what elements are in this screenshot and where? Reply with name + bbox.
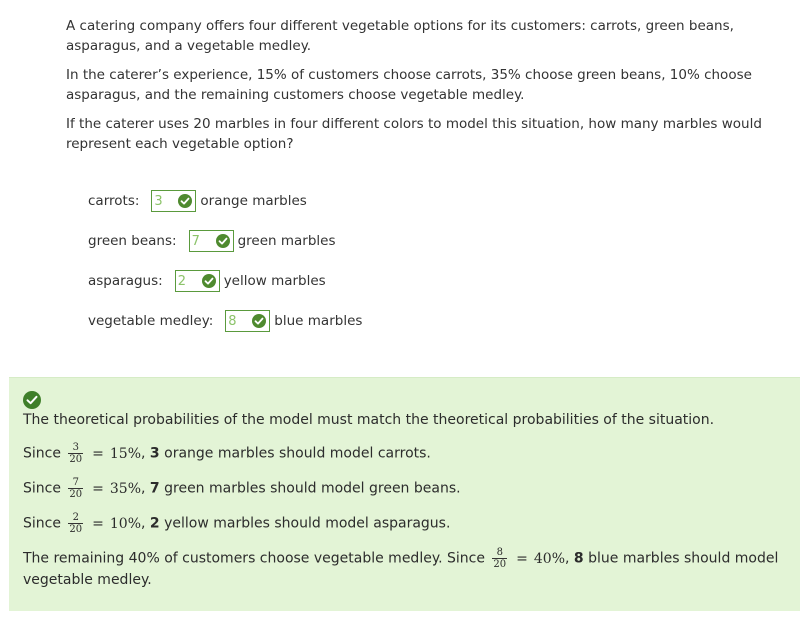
answer-row-carrots <box>88 189 307 213</box>
answer-input-carrots[interactable] <box>151 190 196 212</box>
answer-suffix: orange marbles <box>200 193 307 209</box>
fraction-numerator: 3 <box>72 442 79 453</box>
feedback-panel <box>9 377 800 611</box>
fraction-denominator: 20 <box>493 559 507 570</box>
since-text: Since <box>23 515 61 532</box>
feedback-line-vegetable-medley: The remaining 40% of customers choose vegetable medley. Since $\frac{8}{20}$ = 40%, 8 blue marbles should model vegetable medley. <box>23 547 779 588</box>
feedback-text: The remaining 40% of customers choose vegetable medley. Since <box>23 550 485 567</box>
answer-input-asparagus[interactable] <box>175 270 220 292</box>
feedback-text: orange marbles should model carrots. <box>164 445 431 462</box>
math-expression <box>510 551 565 567</box>
check-icon <box>252 314 266 328</box>
fraction-denominator: 20 <box>69 524 83 535</box>
answer-suffix: blue marbles <box>274 313 363 329</box>
feedback-line-asparagus: Since $\frac{2}{20}$ = 10%, 2 yellow marbles should model asparagus. <box>23 512 451 535</box>
answer-label: green beans: <box>88 233 177 249</box>
fraction-denominator: 20 <box>69 454 83 465</box>
feedback-line-carrots: Since $\frac{3}{20}$ = 15%, 3 orange marbles should model carrots. <box>23 442 431 465</box>
percent-value: 15% <box>109 445 142 462</box>
answer-label: vegetable medley: <box>88 313 214 329</box>
answer-label: carrots: <box>88 193 140 209</box>
marble-count: 7 <box>149 480 160 497</box>
percent-value: 40% <box>533 550 566 567</box>
answer-value: 8 <box>228 313 237 329</box>
answer-value: 7 <box>191 233 200 249</box>
feedback-line-green-beans: Since $\frac{7}{20}$ = 35%, 7 green marbles should model green beans. <box>23 477 461 500</box>
math-expression <box>86 481 141 497</box>
answer-value: 2 <box>177 273 186 289</box>
equals-sign: = <box>92 445 104 462</box>
fraction <box>68 477 83 500</box>
check-icon <box>178 194 192 208</box>
fraction-numerator: 8 <box>496 547 503 558</box>
fraction <box>68 512 83 535</box>
answer-input-vegetable-medley[interactable] <box>225 310 270 332</box>
answer-row-asparagus <box>88 269 326 293</box>
percent-value: 10% <box>109 515 142 532</box>
answer-row-vegetable-medley <box>88 309 362 333</box>
marble-count: 3 <box>149 445 160 462</box>
check-icon <box>216 234 230 248</box>
check-circle-icon <box>23 391 41 409</box>
problem-paragraph-3: If the caterer uses 20 marbles in four different colors to model this situation, how many marbles would represent each vegetable option? <box>66 116 762 152</box>
equals-sign: = <box>92 515 104 532</box>
fraction-numerator: 7 <box>72 477 79 488</box>
percent-value: 35% <box>109 480 142 497</box>
feedback-text: green marbles should model green beans. <box>164 480 461 497</box>
equals-sign: = <box>516 550 528 567</box>
problem-paragraph-1: A catering company offers four different vegetable options for its customers: carrots, green beans, asparagus, and a vegetable medley. <box>66 18 734 54</box>
answer-value: 3 <box>154 193 163 209</box>
marble-count: 2 <box>149 515 160 532</box>
feedback-text: blue marbles should model vegetable medley. <box>23 550 779 588</box>
check-icon <box>202 274 216 288</box>
math-expression <box>86 516 141 532</box>
answer-suffix: yellow marbles <box>223 273 326 289</box>
feedback-intro: The theoretical probabilities of the model must match the theoretical probabilities of the situation. <box>23 412 715 428</box>
since-text: Since <box>23 480 61 497</box>
fraction <box>492 547 507 570</box>
math-expression <box>86 446 141 462</box>
answer-suffix: green marbles <box>237 233 336 249</box>
since-text: Since <box>23 445 61 462</box>
answer-row-green-beans <box>88 229 336 253</box>
marble-count: 8 <box>573 550 584 567</box>
problem-paragraph-2: In the caterer’s experience, 15% of customers choose carrots, 35% choose green beans, 10% choose asparagus, and the remaining customers choose vegetable medley. <box>66 67 752 103</box>
answer-label: asparagus: <box>88 273 163 289</box>
feedback-text: yellow marbles should model asparagus. <box>164 515 451 532</box>
answer-input-green-beans[interactable] <box>189 230 234 252</box>
equals-sign: = <box>92 480 104 497</box>
fraction-denominator: 20 <box>69 489 83 500</box>
fraction-numerator: 2 <box>72 512 79 523</box>
fraction <box>68 442 83 465</box>
